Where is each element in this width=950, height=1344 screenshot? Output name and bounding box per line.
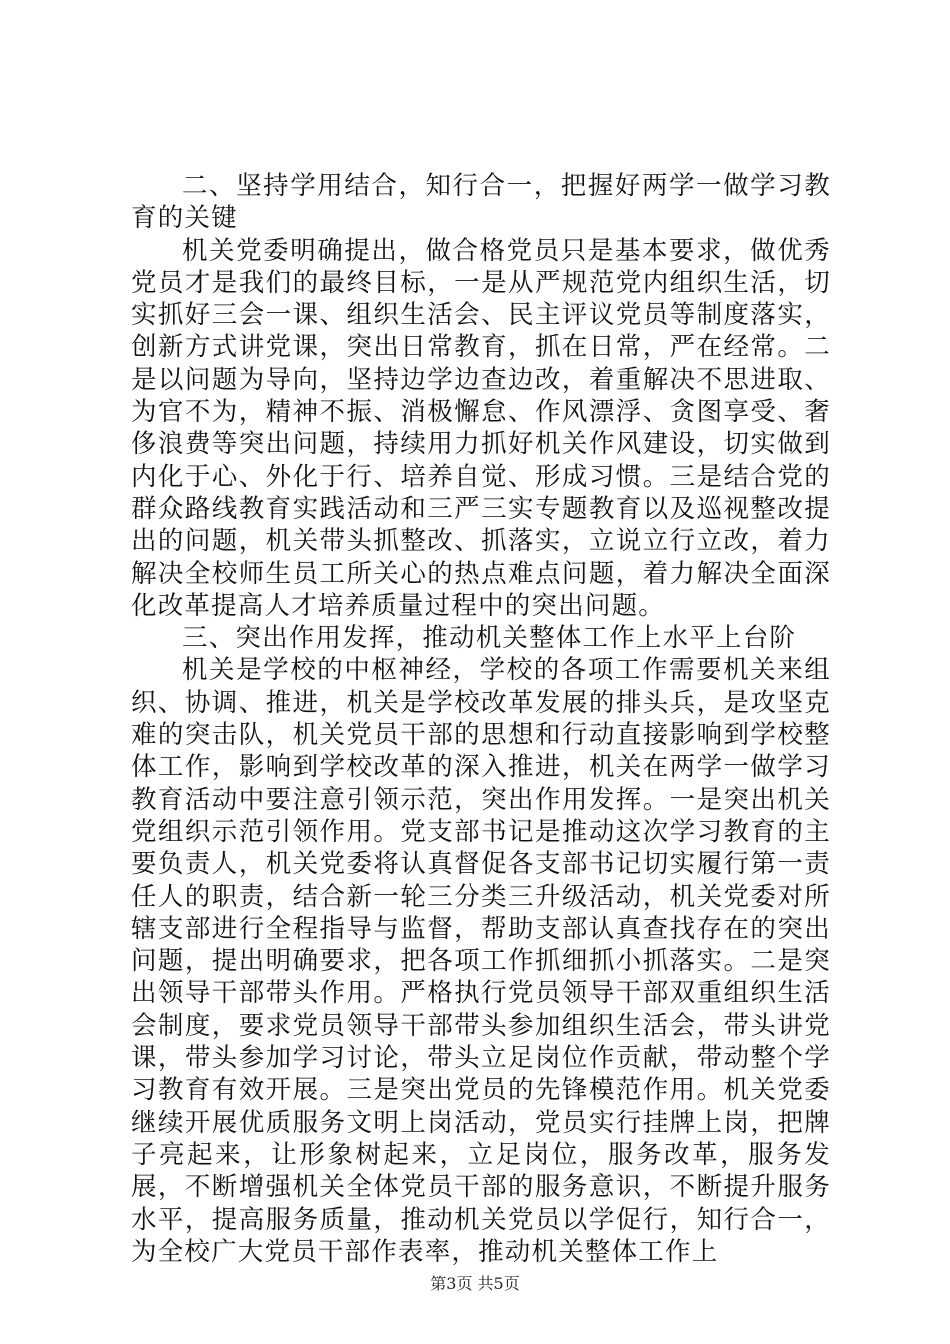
document-body <box>131 170 831 1268</box>
section-heading-2: 二、坚持学用结合，知行合一，把握好两学一做学习教育的关键 <box>131 171 831 234</box>
section-heading-3: 三、突出作用发挥，推动机关整体工作上水平上台阶 <box>182 623 797 654</box>
body-paragraph: 机关党委明确提出，做合格党员只是基本要求，做优秀党员才是我们的最终目标，一是从严规范党内组织生活，切实抓好三会一课、组织生活会、民主评议党员等制度落实，创新方式讲党课，突出日常教育，抓在日常，严在经常。二是以问题为导向，坚持边学边查边改，着重解决不思进取、为官不为，精神不振、消极懈怠、作风漂浮、贪图享受、奢侈浪费等突出问题，持续用力抓好机关作风建设，切实做到内化于心、外化于行、培养自觉、形成习惯。三是结合党的群众路线教育实践活动和三严三实专题教育以及巡视整改提出的问题，机关带头抓整改、抓落实，立说立行立改，着力解决全校师生员工所关心的热点难点问题，着力解决全面深化改革提高人才培养质量过程中的突出问题。 <box>131 235 831 621</box>
page-footer: 第3页 共5页 <box>430 1274 520 1293</box>
body-paragraph: 机关是学校的中枢神经，学校的各项工作需要机关来组织、协调、推进，机关是学校改革发展的排头兵，是攻坚克难的突击队，机关党员干部的思想和行动直接影响到学校整体工作，影响到学校改革的深入推进，机关在两学一做学习教育活动中要注意引领示范，突出作用发挥。一是突出机关党组织示范引领作用。党支部书记是推动这次学习教育的主要负责人，机关党委将认真督促各支部书记切实履行第一责任人的职责，结合新一轮三分类三升级活动，机关党委对所辖支部进行全程指导与监督，帮助支部认真查找存在的突出问题，提出明确要求，把各项工作抓细抓小抓落实。二是突出领导干部带头作用。严格执行党员领导干部双重组织生活会制度，要求党员领导干部带头参加组织生活会，带头讲党课，带头参加学习讨论，带头立足岗位作贡献，带动整个学习教育有效开展。三是突出党员的先锋模范作用。机关党委继续开展优质服务文明上岗活动，党员实行挂牌上岗，把牌子亮起来，让形象树起来，立足岗位，服务改革，服务发展，不断增强机关全体党员干部的服务意识，不断提升服务水平，提高服务质量，推动机关党员以学促行，知行合一，为全校广大党员干部作表率，推动机关整体工作上 <box>131 655 831 1267</box>
